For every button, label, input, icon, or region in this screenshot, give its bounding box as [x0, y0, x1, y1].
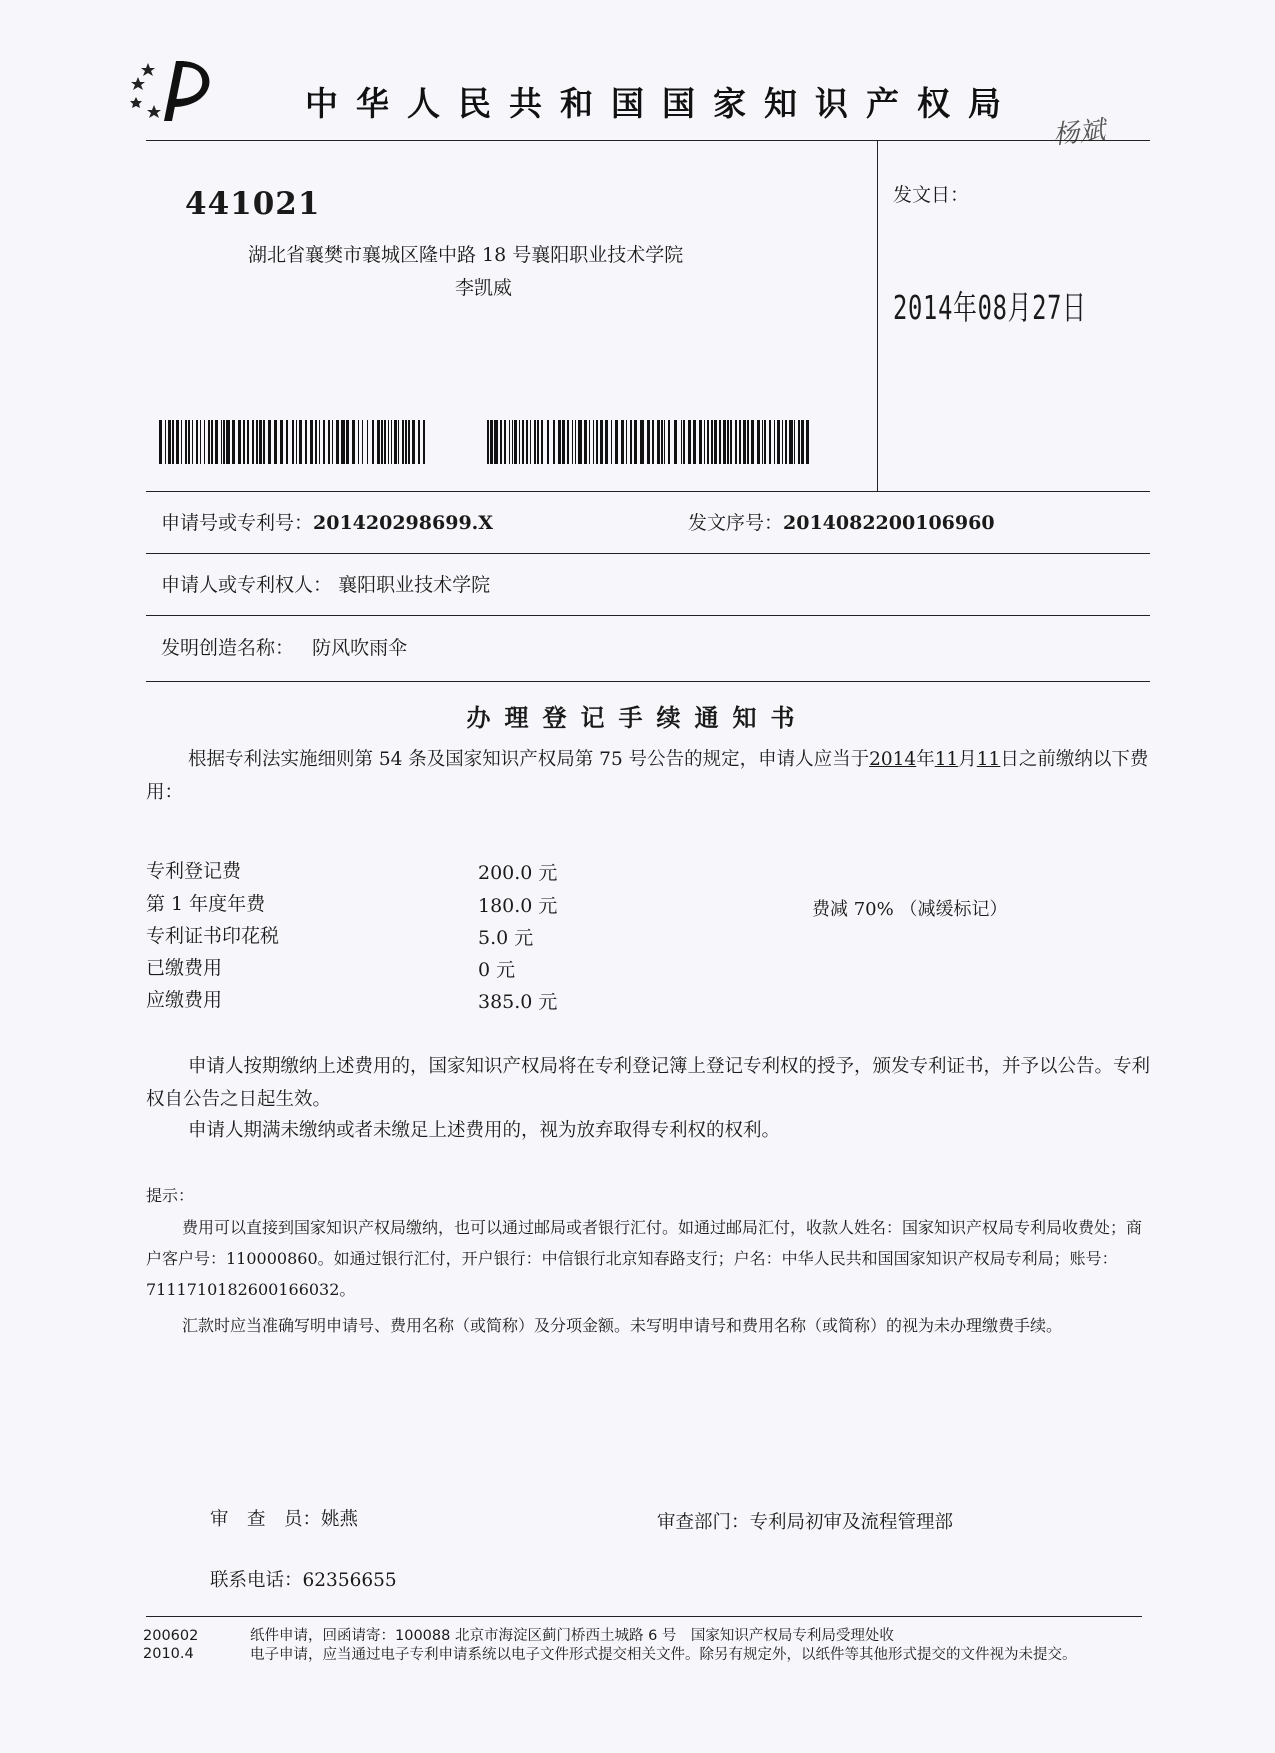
fee-amount: 200.0 元 — [478, 862, 558, 884]
serial-number-label: 发文序号： — [688, 512, 784, 534]
examiner-label: 审 查 员： — [210, 1509, 322, 1530]
fee-name: 第 1 年度年费 — [146, 893, 266, 915]
examiner-field — [210, 1505, 358, 1531]
notice-title: 办理登记手续通知书 — [466, 704, 809, 732]
application-number-field — [161, 508, 493, 535]
deadline-day: 11 — [976, 749, 1001, 770]
rule-2 — [146, 553, 1150, 554]
phone-number: 62356655 — [302, 1570, 397, 1591]
header-divider — [877, 140, 878, 491]
fee-name: 已缴费用 — [146, 957, 223, 979]
form-code: 200602 — [143, 1628, 199, 1644]
invention-name: 防风吹雨伞 — [312, 637, 408, 659]
phone-field — [210, 1566, 397, 1592]
footer-instructions — [250, 1627, 1155, 1664]
fee-name: 专利登记费 — [146, 860, 242, 882]
payment-hint: 费用可以直接到国家知识产权局缴纳，也可以通过邮局或者银行汇付。如通过邮局汇付，收款人姓名：国家知识产权局专利局收费处；商户客户号：110000860。如通过银行汇付，开户银行：中信银行北京知春路支行；户名：中华人民共和国国家知识产权局专利局；账号：7111710182600166032。 — [146, 1218, 1143, 1299]
rule-1 — [146, 491, 1150, 492]
intro-paragraph: 根据专利法实施细则第 54 条及国家知识产权局第 75 号公告的规定，申请人应当于2014年11月11日之前缴纳以下费用： — [146, 749, 1149, 803]
serial-number: 2014082200106960 — [783, 512, 995, 534]
forfeit-paragraph: 申请人期满未缴纳或者未缴足上述费用的，视为放弃取得专利权的权利。 — [188, 1120, 781, 1141]
electronic-submission-note: 电子申请，应当通过电子专利申请系统以电子文件形式提交相关文件。除另有规定外，以纸件等其他形式提交的文件视为未提交。 — [250, 1646, 1077, 1663]
examiner-name: 姚燕 — [321, 1509, 359, 1530]
invention-field — [161, 633, 407, 660]
fee-amount: 0 元 — [478, 959, 516, 981]
serial-number-field — [688, 508, 995, 535]
phone-label: 联系电话： — [210, 1570, 303, 1591]
applicant-field — [161, 570, 490, 597]
applicant-name: 襄阳职业技术学院 — [338, 574, 491, 596]
recipient-address: 湖北省襄樊市襄城区隆中路 18 号襄阳职业技术学院 — [248, 244, 684, 266]
application-number-label: 申请号或专利号： — [161, 512, 314, 534]
rule-3 — [146, 615, 1150, 616]
dispatch-date-label: 发文日： — [893, 184, 970, 206]
hint-label: 提示： — [146, 1186, 195, 1205]
agency-name: 中华人民共和国国家知识产权局 — [305, 84, 1019, 123]
form-code-block — [143, 1627, 198, 1663]
application-number: 201420298699.X — [313, 512, 494, 534]
department-field — [657, 1508, 953, 1534]
barcode-right — [487, 420, 812, 464]
form-version: 2010.4 — [143, 1646, 194, 1662]
grant-paragraph: 申请人按期缴纳上述费用的，国家知识产权局将在专利登记簿上登记专利权的授予，颁发专利证书，并予以公告。专利权自公告之日起生效。 — [146, 1056, 1151, 1110]
rule-4 — [146, 681, 1150, 682]
department-label: 审查部门： — [657, 1512, 750, 1533]
postcode: 441021 — [185, 186, 321, 222]
dispatch-date: 2014年08月27日 — [893, 288, 1087, 327]
fee-amount: 385.0 元 — [478, 991, 558, 1013]
invention-label: 发明创造名称： — [161, 637, 295, 659]
handwritten-mark: 杨斌 — [1051, 115, 1107, 151]
cnipa-logo-icon — [130, 55, 220, 125]
fee-amount: 5.0 元 — [478, 927, 534, 949]
fee-amount: 180.0 元 — [478, 895, 558, 917]
fee-reduction-note: 费减 70% （减缓标记） — [812, 899, 1008, 920]
deadline-month: 11 — [934, 749, 959, 770]
applicant-label: 申请人或专利权人： — [161, 574, 333, 596]
fee-name: 专利证书印花税 — [146, 925, 280, 947]
recipient-name: 李凯威 — [455, 277, 513, 299]
fee-name: 应缴费用 — [146, 989, 223, 1011]
deadline-year: 2014 — [869, 749, 917, 770]
footer-rule — [146, 1616, 1142, 1617]
barcode-left — [159, 420, 429, 464]
department-name: 专利局初审及流程管理部 — [749, 1512, 954, 1533]
remittance-hint: 汇款时应当准确写明申请号、费用名称（或简称）及分项金额。未写明申请号和费用名称（或简称）的视为未办理缴费手续。 — [182, 1316, 1063, 1335]
header-rule — [146, 140, 1150, 141]
paper-submission-note: 纸件申请，回函请寄：100088 北京市海淀区蓟门桥西土城路 6 号 国家知识产权局专利局受理处收 — [250, 1628, 894, 1644]
